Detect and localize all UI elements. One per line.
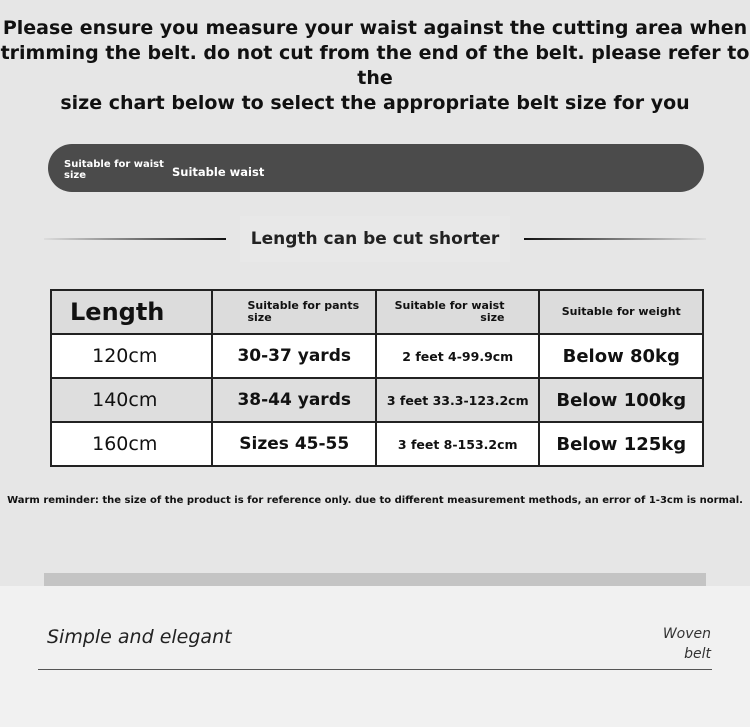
section-divider-left: [44, 238, 226, 240]
instruction-heading: [0, 16, 750, 116]
header-waist-size-line-2: size: [480, 311, 505, 324]
cell-weight: Below 125kg: [539, 422, 703, 466]
section-title: Length can be cut shorter: [240, 216, 510, 262]
instruction-line-3: size chart below to select the appropriate belt size for you: [60, 92, 690, 114]
header-pants-size: [212, 290, 376, 334]
size-chart-table: [50, 289, 704, 467]
cell-length: 140cm: [51, 378, 212, 422]
table-header-row: [51, 290, 703, 334]
footer-rule: [38, 669, 712, 670]
table-row: [51, 422, 703, 466]
header-length: Length: [51, 290, 212, 334]
cell-waist-size: 3 feet 8-153.2cm: [376, 422, 540, 466]
header-pants-size-line-1: Suitable for pants: [247, 299, 360, 312]
product-name-line-1: Woven: [662, 626, 711, 642]
cell-waist-size: 2 feet 4-99.9cm: [376, 334, 540, 378]
table-row: [51, 378, 703, 422]
cell-pants-size: Sizes 45-55: [212, 422, 376, 466]
cell-pants-size: 38-44 yards: [212, 378, 376, 422]
cell-weight: Below 80kg: [539, 334, 703, 378]
instruction-line-1: Please ensure you measure your waist against the cutting area when: [2, 17, 748, 39]
cell-length: 120cm: [51, 334, 212, 378]
separator-bar: [44, 573, 706, 586]
header-waist-size: [376, 290, 540, 334]
cell-pants-size: 30-37 yards: [212, 334, 376, 378]
product-name-line-2: belt: [684, 646, 711, 662]
suitable-waist-label: Suitable waist: [172, 165, 265, 179]
footer-tagline: Simple and elegant: [47, 626, 232, 648]
header-weight: Suitable for weight: [539, 290, 703, 334]
table-row: [51, 334, 703, 378]
waist-size-banner-label-line-2: size: [64, 170, 86, 181]
cell-weight: Below 100kg: [539, 378, 703, 422]
header-waist-size-line-1: Suitable for waist: [394, 299, 505, 312]
section-divider-right: [524, 238, 706, 240]
waist-size-banner-label-line-1: Suitable for waist: [64, 159, 164, 170]
instruction-line-2: trimming the belt. do not cut from the end of the belt. please refer to the: [0, 42, 750, 89]
header-pants-size-line-2: size: [247, 311, 272, 324]
warm-reminder: Warm reminder: the size of the product is for reference only. due to different measurement methods, an error of 1-3cm is normal.: [7, 495, 743, 506]
cell-waist-size: 3 feet 33.3-123.2cm: [376, 378, 540, 422]
waist-size-banner-label: [64, 159, 174, 181]
cell-length: 160cm: [51, 422, 212, 466]
product-name: [591, 624, 711, 664]
waist-size-banner: [48, 144, 704, 192]
